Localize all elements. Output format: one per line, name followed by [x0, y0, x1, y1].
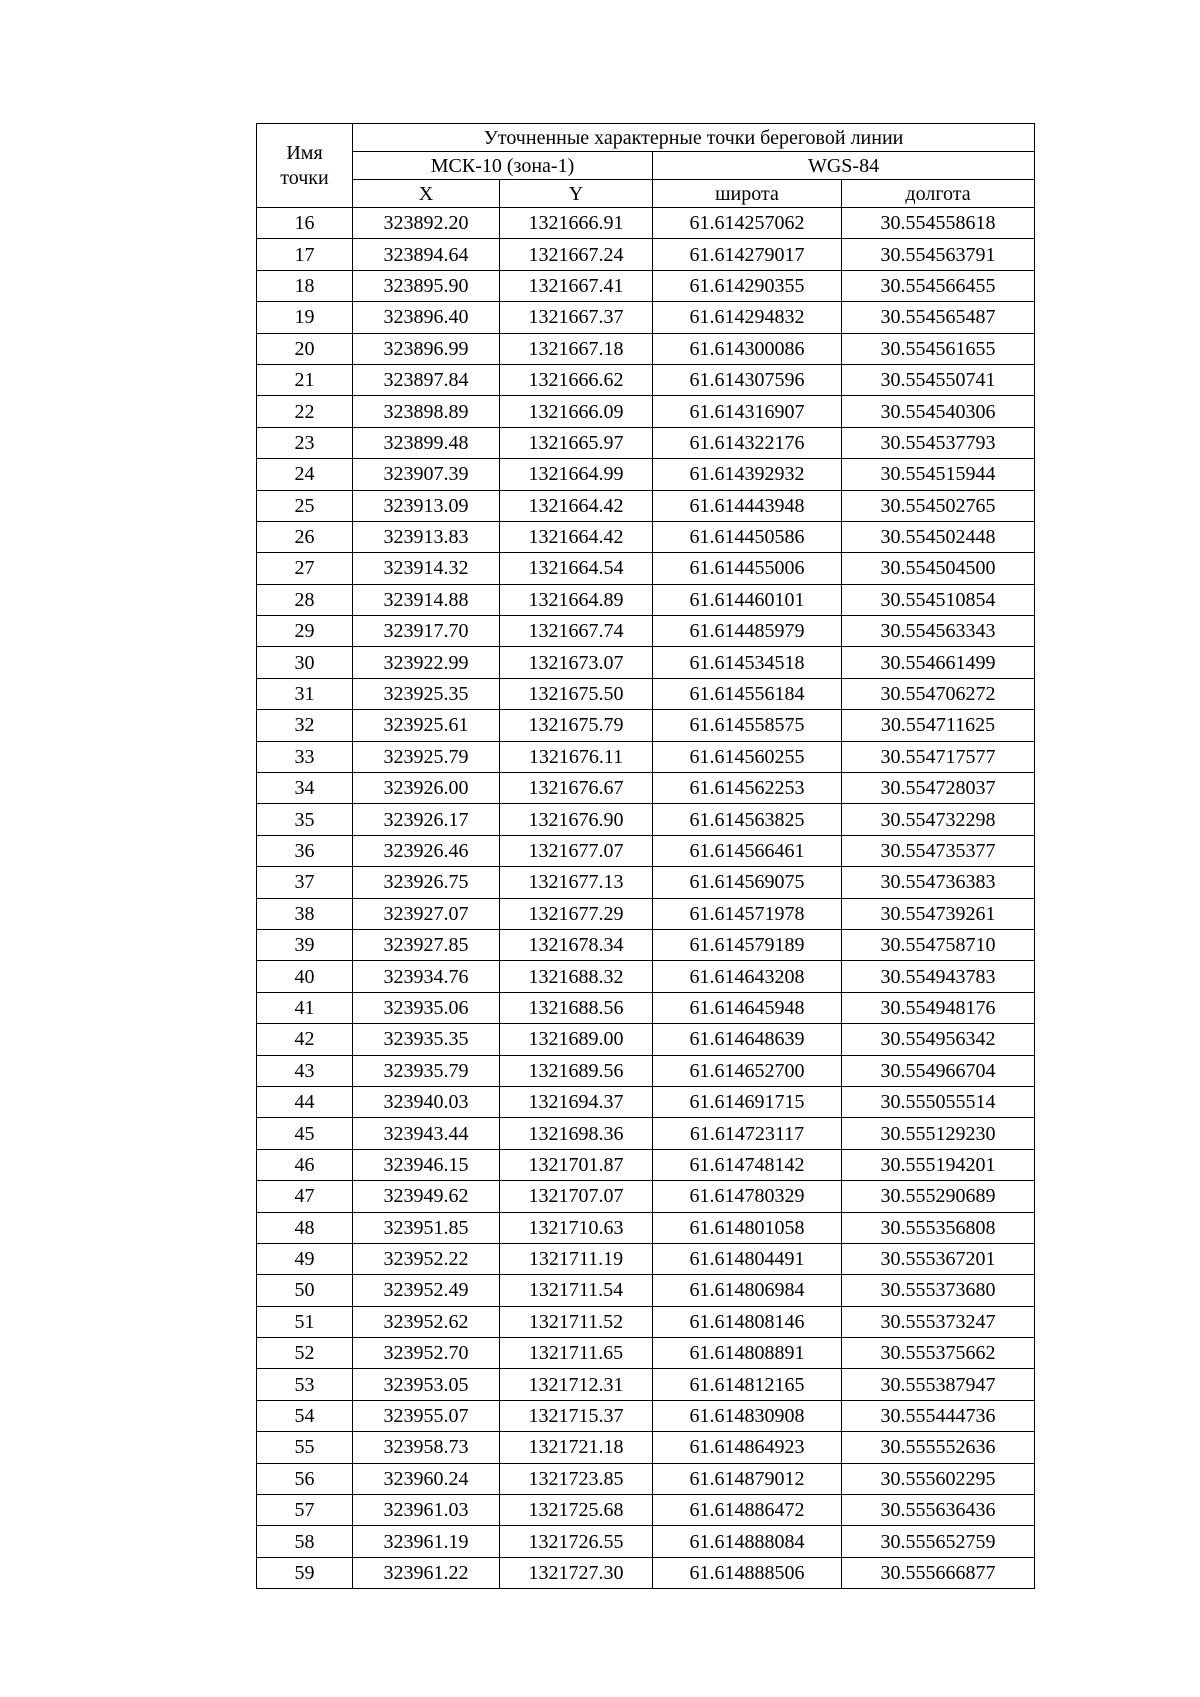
y-cell: 1321727.30: [500, 1557, 653, 1588]
y-cell: 1321707.07: [500, 1181, 653, 1212]
latitude-cell: 61.614652700: [653, 1055, 842, 1086]
y-cell: 1321666.91: [500, 208, 653, 239]
y-cell: 1321694.37: [500, 1086, 653, 1117]
point-name-cell: 34: [257, 773, 353, 804]
x-cell: 323927.85: [353, 929, 500, 960]
latitude-cell: 61.614808891: [653, 1338, 842, 1369]
x-cell: 323914.32: [353, 553, 500, 584]
latitude-cell: 61.614316907: [653, 396, 842, 427]
longitude-cell: 30.555552636: [842, 1432, 1035, 1463]
latitude-cell: 61.614558575: [653, 710, 842, 741]
point-name-cell: 56: [257, 1463, 353, 1494]
longitude-cell: 30.554510854: [842, 584, 1035, 615]
point-name-cell: 43: [257, 1055, 353, 1086]
latitude-cell: 61.614808146: [653, 1306, 842, 1337]
x-cell: 323925.61: [353, 710, 500, 741]
latitude-cell: 61.614579189: [653, 929, 842, 960]
x-cell: 323899.48: [353, 427, 500, 458]
x-cell: 323917.70: [353, 616, 500, 647]
table-row: [257, 1118, 1035, 1149]
longitude-cell: 30.554550741: [842, 364, 1035, 395]
longitude-cell: 30.554661499: [842, 647, 1035, 678]
table-row: [257, 427, 1035, 458]
x-cell: 323960.24: [353, 1463, 500, 1494]
x-cell: 323961.22: [353, 1557, 500, 1588]
point-name-cell: 44: [257, 1086, 353, 1117]
x-cell: 323913.83: [353, 521, 500, 552]
point-name-cell: 55: [257, 1432, 353, 1463]
longitude-cell: 30.554711625: [842, 710, 1035, 741]
x-cell: 323926.75: [353, 867, 500, 898]
y-cell: 1321711.52: [500, 1306, 653, 1337]
y-cell: 1321723.85: [500, 1463, 653, 1494]
longitude-cell: 30.554717577: [842, 741, 1035, 772]
x-cell: 323955.07: [353, 1400, 500, 1431]
table-row: [257, 1306, 1035, 1337]
point-name-cell: 25: [257, 490, 353, 521]
x-cell: 323958.73: [353, 1432, 500, 1463]
table-row: [257, 270, 1035, 301]
table-row: [257, 459, 1035, 490]
table-row: [257, 364, 1035, 395]
y-cell: 1321710.63: [500, 1212, 653, 1243]
table-row: [257, 741, 1035, 772]
latitude-cell: 61.614566461: [653, 835, 842, 866]
latitude-cell: 61.614560255: [653, 741, 842, 772]
table-row: [257, 1086, 1035, 1117]
latitude-cell: 61.614322176: [653, 427, 842, 458]
latitude-cell: 61.614886472: [653, 1495, 842, 1526]
point-name-cell: 20: [257, 333, 353, 364]
latitude-cell: 61.614879012: [653, 1463, 842, 1494]
y-cell: 1321666.62: [500, 364, 653, 395]
longitude-cell: 30.555373247: [842, 1306, 1035, 1337]
longitude-cell: 30.555666877: [842, 1557, 1035, 1588]
latitude-cell: 61.614534518: [653, 647, 842, 678]
table-body: [257, 208, 1035, 1589]
table-row: [257, 898, 1035, 929]
y-cell: 1321712.31: [500, 1369, 653, 1400]
x-cell: 323953.05: [353, 1369, 500, 1400]
table-row: [257, 396, 1035, 427]
longitude-cell: 30.554561655: [842, 333, 1035, 364]
y-cell: 1321675.79: [500, 710, 653, 741]
table-row: [257, 1055, 1035, 1086]
x-cell: 323946.15: [353, 1149, 500, 1180]
x-header: X: [353, 180, 500, 208]
point-name-cell: 46: [257, 1149, 353, 1180]
point-name-cell: 17: [257, 239, 353, 270]
y-cell: 1321664.99: [500, 459, 653, 490]
longitude-cell: 30.554565487: [842, 302, 1035, 333]
table-row: [257, 1557, 1035, 1588]
longitude-cell: 30.554502765: [842, 490, 1035, 521]
point-name-cell: 53: [257, 1369, 353, 1400]
point-name-cell: 22: [257, 396, 353, 427]
point-name-cell: 28: [257, 584, 353, 615]
longitude-cell: 30.554736383: [842, 867, 1035, 898]
coordinates-table: [256, 123, 1035, 1589]
x-cell: 323935.06: [353, 992, 500, 1023]
longitude-cell: 30.555652759: [842, 1526, 1035, 1557]
longitude-cell: 30.554732298: [842, 804, 1035, 835]
point-name-cell: 37: [257, 867, 353, 898]
table-row: [257, 992, 1035, 1023]
longitude-cell: 30.554956342: [842, 1024, 1035, 1055]
longitude-cell: 30.555194201: [842, 1149, 1035, 1180]
x-cell: 323951.85: [353, 1212, 500, 1243]
point-name-cell: 52: [257, 1338, 353, 1369]
table-row: [257, 521, 1035, 552]
y-cell: 1321678.34: [500, 929, 653, 960]
x-cell: 323940.03: [353, 1086, 500, 1117]
latitude-cell: 61.614691715: [653, 1086, 842, 1117]
x-cell: 323898.89: [353, 396, 500, 427]
y-cell: 1321711.19: [500, 1243, 653, 1274]
point-name-cell: 27: [257, 553, 353, 584]
y-cell: 1321689.00: [500, 1024, 653, 1055]
longitude-cell: 30.555444736: [842, 1400, 1035, 1431]
longitude-cell: 30.554735377: [842, 835, 1035, 866]
x-cell: 323894.64: [353, 239, 500, 270]
table-row: [257, 1400, 1035, 1431]
latitude-cell: 61.614300086: [653, 333, 842, 364]
latitude-cell: 61.614888084: [653, 1526, 842, 1557]
point-name-cell: 31: [257, 678, 353, 709]
table-row: [257, 1495, 1035, 1526]
y-cell: 1321721.18: [500, 1432, 653, 1463]
y-cell: 1321664.42: [500, 521, 653, 552]
y-cell: 1321676.67: [500, 773, 653, 804]
table-row: [257, 835, 1035, 866]
longitude-cell: 30.554502448: [842, 521, 1035, 552]
longitude-cell: 30.554739261: [842, 898, 1035, 929]
latitude-cell: 61.614804491: [653, 1243, 842, 1274]
table-row: [257, 1526, 1035, 1557]
table-row: [257, 773, 1035, 804]
point-name-cell: 59: [257, 1557, 353, 1588]
x-cell: 323952.49: [353, 1275, 500, 1306]
longitude-cell: 30.554537793: [842, 427, 1035, 458]
point-name-cell: 36: [257, 835, 353, 866]
latitude-cell: 61.614748142: [653, 1149, 842, 1180]
table-row: [257, 804, 1035, 835]
table-row: [257, 333, 1035, 364]
msk-header: МСК-10 (зона-1): [353, 152, 653, 180]
longitude-cell: 30.554566455: [842, 270, 1035, 301]
y-header: Y: [500, 180, 653, 208]
latitude-cell: 61.614569075: [653, 867, 842, 898]
table-row: [257, 1369, 1035, 1400]
latitude-cell: 61.614648639: [653, 1024, 842, 1055]
table-row: [257, 490, 1035, 521]
x-cell: 323926.17: [353, 804, 500, 835]
longitude-cell: 30.555636436: [842, 1495, 1035, 1526]
latitude-cell: 61.614460101: [653, 584, 842, 615]
x-cell: 323895.90: [353, 270, 500, 301]
point-name-cell: 21: [257, 364, 353, 395]
latitude-cell: 61.614571978: [653, 898, 842, 929]
longitude-cell: 30.555055514: [842, 1086, 1035, 1117]
latitude-cell: 61.614307596: [653, 364, 842, 395]
x-cell: 323914.88: [353, 584, 500, 615]
y-cell: 1321698.36: [500, 1118, 653, 1149]
group-title-header: Уточненные характерные точки береговой линии: [353, 124, 1035, 152]
x-cell: 323892.20: [353, 208, 500, 239]
x-cell: 323952.22: [353, 1243, 500, 1274]
point-name-cell: 26: [257, 521, 353, 552]
table-row: [257, 961, 1035, 992]
longitude-cell: 30.555290689: [842, 1181, 1035, 1212]
y-cell: 1321676.11: [500, 741, 653, 772]
point-name-cell: 48: [257, 1212, 353, 1243]
longitude-cell: 30.554758710: [842, 929, 1035, 960]
longitude-cell: 30.554948176: [842, 992, 1035, 1023]
x-cell: 323896.40: [353, 302, 500, 333]
latitude-cell: 61.614801058: [653, 1212, 842, 1243]
latitude-cell: 61.614450586: [653, 521, 842, 552]
table-row: [257, 553, 1035, 584]
latitude-cell: 61.614294832: [653, 302, 842, 333]
longitude-cell: 30.555367201: [842, 1243, 1035, 1274]
point-name-cell: 29: [257, 616, 353, 647]
longitude-cell: 30.555602295: [842, 1463, 1035, 1494]
x-cell: 323925.35: [353, 678, 500, 709]
latitude-cell: 61.614864923: [653, 1432, 842, 1463]
y-cell: 1321664.42: [500, 490, 653, 521]
point-name-cell: 19: [257, 302, 353, 333]
latitude-cell: 61.614806984: [653, 1275, 842, 1306]
x-cell: 323961.03: [353, 1495, 500, 1526]
x-cell: 323935.35: [353, 1024, 500, 1055]
y-cell: 1321667.74: [500, 616, 653, 647]
table-row: [257, 1243, 1035, 1274]
longitude-cell: 30.554504500: [842, 553, 1035, 584]
longitude-cell: 30.554515944: [842, 459, 1035, 490]
latitude-cell: 61.614562253: [653, 773, 842, 804]
y-cell: 1321701.87: [500, 1149, 653, 1180]
longitude-cell: 30.555387947: [842, 1369, 1035, 1400]
longitude-cell: 30.554558618: [842, 208, 1035, 239]
table-row: [257, 1149, 1035, 1180]
wgs-header: WGS-84: [653, 152, 1035, 180]
y-cell: 1321665.97: [500, 427, 653, 458]
lon-header: долгота: [842, 180, 1035, 208]
y-cell: 1321667.24: [500, 239, 653, 270]
table-row: [257, 584, 1035, 615]
point-name-cell: 23: [257, 427, 353, 458]
latitude-cell: 61.614279017: [653, 239, 842, 270]
x-cell: 323907.39: [353, 459, 500, 490]
latitude-cell: 61.614645948: [653, 992, 842, 1023]
x-cell: 323934.76: [353, 961, 500, 992]
y-cell: 1321675.50: [500, 678, 653, 709]
y-cell: 1321667.37: [500, 302, 653, 333]
latitude-cell: 61.614723117: [653, 1118, 842, 1149]
table-row: [257, 1463, 1035, 1494]
x-cell: 323935.79: [353, 1055, 500, 1086]
latitude-cell: 61.614563825: [653, 804, 842, 835]
longitude-cell: 30.554706272: [842, 678, 1035, 709]
table-row: [257, 678, 1035, 709]
y-cell: 1321677.07: [500, 835, 653, 866]
y-cell: 1321676.90: [500, 804, 653, 835]
point-name-cell: 32: [257, 710, 353, 741]
longitude-cell: 30.554540306: [842, 396, 1035, 427]
point-name-cell: 45: [257, 1118, 353, 1149]
x-cell: 323922.99: [353, 647, 500, 678]
point-name-cell: 54: [257, 1400, 353, 1431]
point-name-cell: 50: [257, 1275, 353, 1306]
latitude-cell: 61.614556184: [653, 678, 842, 709]
x-cell: 323943.44: [353, 1118, 500, 1149]
point-name-cell: 39: [257, 929, 353, 960]
x-cell: 323926.00: [353, 773, 500, 804]
point-name-header: Имя точки: [257, 124, 353, 208]
y-cell: 1321711.65: [500, 1338, 653, 1369]
point-name-cell: 18: [257, 270, 353, 301]
y-cell: 1321677.13: [500, 867, 653, 898]
table-row: [257, 1181, 1035, 1212]
point-name-cell: 57: [257, 1495, 353, 1526]
y-cell: 1321664.89: [500, 584, 653, 615]
y-cell: 1321667.18: [500, 333, 653, 364]
lat-header: широта: [653, 180, 842, 208]
table-row: [257, 208, 1035, 239]
longitude-cell: 30.554563343: [842, 616, 1035, 647]
point-name-cell: 38: [257, 898, 353, 929]
table-header: [257, 124, 1035, 208]
y-cell: 1321715.37: [500, 1400, 653, 1431]
x-cell: 323927.07: [353, 898, 500, 929]
y-cell: 1321688.32: [500, 961, 653, 992]
table-row: [257, 867, 1035, 898]
table-row: [257, 929, 1035, 960]
point-name-cell: 30: [257, 647, 353, 678]
longitude-cell: 30.555373680: [842, 1275, 1035, 1306]
table-row: [257, 710, 1035, 741]
y-cell: 1321725.68: [500, 1495, 653, 1526]
point-name-cell: 33: [257, 741, 353, 772]
longitude-cell: 30.554943783: [842, 961, 1035, 992]
y-cell: 1321667.41: [500, 270, 653, 301]
table-row: [257, 1212, 1035, 1243]
table-row: [257, 1338, 1035, 1369]
latitude-cell: 61.614812165: [653, 1369, 842, 1400]
y-cell: 1321711.54: [500, 1275, 653, 1306]
table-row: [257, 647, 1035, 678]
point-name-cell: 47: [257, 1181, 353, 1212]
point-name-cell: 51: [257, 1306, 353, 1337]
y-cell: 1321688.56: [500, 992, 653, 1023]
point-name-cell: 58: [257, 1526, 353, 1557]
x-cell: 323952.70: [353, 1338, 500, 1369]
longitude-cell: 30.554966704: [842, 1055, 1035, 1086]
x-cell: 323926.46: [353, 835, 500, 866]
x-cell: 323897.84: [353, 364, 500, 395]
latitude-cell: 61.614257062: [653, 208, 842, 239]
latitude-cell: 61.614455006: [653, 553, 842, 584]
latitude-cell: 61.614830908: [653, 1400, 842, 1431]
point-name-cell: 24: [257, 459, 353, 490]
longitude-cell: 30.554728037: [842, 773, 1035, 804]
point-name-cell: 16: [257, 208, 353, 239]
table-row: [257, 239, 1035, 270]
x-cell: 323952.62: [353, 1306, 500, 1337]
point-name-cell: 42: [257, 1024, 353, 1055]
point-name-cell: 35: [257, 804, 353, 835]
table-row: [257, 1024, 1035, 1055]
latitude-cell: 61.614643208: [653, 961, 842, 992]
y-cell: 1321677.29: [500, 898, 653, 929]
latitude-cell: 61.614780329: [653, 1181, 842, 1212]
table-row: [257, 616, 1035, 647]
table-row: [257, 302, 1035, 333]
table-row: [257, 1432, 1035, 1463]
longitude-cell: 30.554563791: [842, 239, 1035, 270]
y-cell: 1321673.07: [500, 647, 653, 678]
longitude-cell: 30.555356808: [842, 1212, 1035, 1243]
x-cell: 323896.99: [353, 333, 500, 364]
y-cell: 1321726.55: [500, 1526, 653, 1557]
y-cell: 1321689.56: [500, 1055, 653, 1086]
x-cell: 323913.09: [353, 490, 500, 521]
x-cell: 323949.62: [353, 1181, 500, 1212]
table-row: [257, 1275, 1035, 1306]
x-cell: 323961.19: [353, 1526, 500, 1557]
longitude-cell: 30.555375662: [842, 1338, 1035, 1369]
y-cell: 1321666.09: [500, 396, 653, 427]
longitude-cell: 30.555129230: [842, 1118, 1035, 1149]
latitude-cell: 61.614888506: [653, 1557, 842, 1588]
latitude-cell: 61.614443948: [653, 490, 842, 521]
x-cell: 323925.79: [353, 741, 500, 772]
latitude-cell: 61.614392932: [653, 459, 842, 490]
point-name-cell: 49: [257, 1243, 353, 1274]
y-cell: 1321664.54: [500, 553, 653, 584]
latitude-cell: 61.614485979: [653, 616, 842, 647]
point-name-cell: 41: [257, 992, 353, 1023]
latitude-cell: 61.614290355: [653, 270, 842, 301]
point-name-cell: 40: [257, 961, 353, 992]
